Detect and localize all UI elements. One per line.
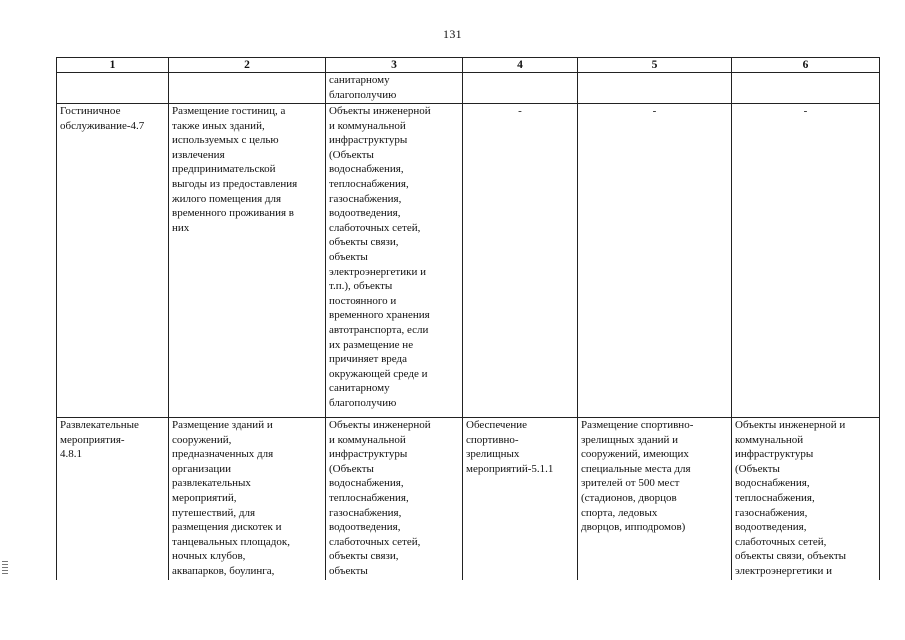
table-cell	[578, 73, 732, 104]
table-row	[57, 73, 880, 104]
table-cell: -	[732, 104, 880, 418]
column-header: 6	[732, 58, 880, 73]
table-cell	[169, 73, 326, 104]
table-header-row	[57, 58, 880, 73]
table-cell	[463, 73, 578, 104]
table-cell: Размещение гостиниц, а также иных зданий, используемых с целью извлечения предпринимательской выгоды из предоставления жилого помещения для временного проживания в них	[169, 104, 326, 418]
table-cell: Объекты инженерной и коммунальной инфраструктуры (Объекты водоснабжения, теплоснабжения, газоснабжения, водоотведения, слаботочных сетей, объекты связи, объекты электроэнергетики и	[732, 418, 880, 581]
column-header: 3	[326, 58, 463, 73]
table-row	[57, 104, 880, 418]
table-row	[57, 418, 880, 581]
column-header: 1	[57, 58, 169, 73]
table-cell: Объекты инженерной и коммунальной инфраструктуры (Объекты водоснабжения, теплоснабжения, газоснабжения, водоотведения, слаботочных сетей, объекты связи, объекты электроэнергетики и т.п.), объекты постоянного и временного хранения автотранспорта, если их размещение не причиняет вреда окружающей среде и санитарному благополучию	[326, 104, 463, 418]
table-cell: санитарному благополучию	[326, 73, 463, 104]
scan-edge-marks	[2, 561, 8, 576]
table-cell	[57, 73, 169, 104]
table-cell: Размещение спортивно- зрелищных зданий и сооружений, имеющих специальные места для зрителей от 500 мест (стадионов, дворцов спорта, ледовых дворцов, ипподромов)	[578, 418, 732, 581]
land-use-table	[56, 57, 880, 580]
table-cell: Обеспечение спортивно- зрелищных мероприятий-5.1.1	[463, 418, 578, 581]
table-cell: -	[463, 104, 578, 418]
column-header: 4	[463, 58, 578, 73]
column-header: 5	[578, 58, 732, 73]
page-number: 131	[443, 27, 462, 41]
column-header: 2	[169, 58, 326, 73]
table-cell: Гостиничное обслуживание-4.7	[57, 104, 169, 418]
table-cell: Размещение зданий и сооружений, предназначенных для организации развлекательных мероприятий, путешествий, для размещения дискотек и танцевальных площадок, ночных клубов, аквапарков, боулинга,	[169, 418, 326, 581]
table-cell: Развлекательные мероприятия- 4.8.1	[57, 418, 169, 581]
table-cell	[732, 73, 880, 104]
table-cell: -	[578, 104, 732, 418]
table-cell: Объекты инженерной и коммунальной инфраструктуры (Объекты водоснабжения, теплоснабжения, газоснабжения, водоотведения, слаботочных сетей, объекты связи, объекты	[326, 418, 463, 581]
